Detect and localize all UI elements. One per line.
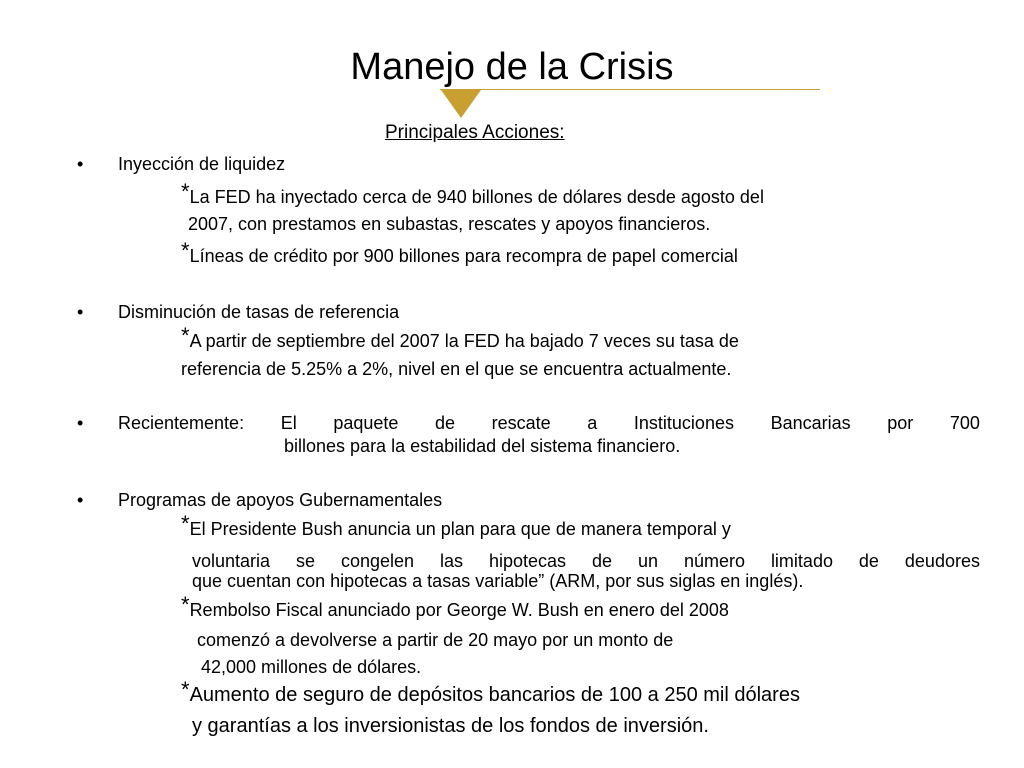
- text-line: referencia de 5.25% a 2%, nivel en el que se encuentra actualmente.: [181, 359, 732, 379]
- asterisk-marker: *: [181, 238, 190, 263]
- word: de: [591, 551, 613, 571]
- bullet-marker: •: [77, 154, 84, 174]
- line-text: Líneas de crédito por 900 billones para recompra de papel comercial: [189, 246, 738, 266]
- text-line: comenzó a devolverse a partir de 20 mayo por un monto de: [197, 630, 674, 650]
- word: 700: [949, 413, 980, 433]
- word: número: [683, 551, 745, 571]
- word: Bancarias: [770, 413, 851, 433]
- word: congelen: [340, 551, 415, 571]
- line-text: La FED ha inyectado cerca de 940 billones de dólares desde agosto del: [189, 187, 764, 207]
- triangle-pointer-icon: [441, 90, 481, 118]
- text-line: [181, 238, 738, 269]
- section-heading-liquidez: Inyección de liquidez: [118, 154, 286, 174]
- text-line: [181, 323, 739, 354]
- word: de: [858, 551, 879, 571]
- asterisk-marker: *: [181, 323, 190, 348]
- bullet-marker: •: [77, 490, 84, 510]
- text-line: billones para la estabilidad del sistema financiero.: [284, 436, 681, 456]
- word: un: [637, 551, 658, 571]
- word: de: [435, 413, 456, 433]
- asterisk-marker: *: [181, 179, 190, 204]
- slide-subtitle: Principales Acciones:: [385, 122, 565, 143]
- text-line: [181, 677, 800, 708]
- word: voluntaria: [192, 551, 271, 571]
- word: Recientemente:: [118, 413, 245, 433]
- text-line: 2007, con prestamos en subastas, rescates y apoyos financieros.: [188, 214, 711, 234]
- line-text: A partir de septiembre del 2007 la FED ha bajado 7 veces su tasa de: [189, 331, 739, 351]
- section-heading-programas: Programas de apoyos Gubernamentales: [118, 490, 443, 510]
- text-line: [181, 179, 764, 210]
- title-underline: [440, 89, 820, 90]
- slide-title: Manejo de la Crisis: [350, 46, 674, 88]
- word: se: [296, 551, 316, 571]
- word: rescate: [491, 413, 551, 433]
- text-line: [181, 511, 731, 542]
- line-text: El Presidente Bush anuncia un plan para que de manera temporal y: [189, 519, 731, 539]
- asterisk-marker: *: [181, 677, 190, 702]
- word: a: [587, 413, 598, 433]
- text-line: [181, 592, 729, 623]
- word: hipotecas: [488, 551, 567, 571]
- line-text: Aumento de seguro de depósitos bancarios de 100 a 250 mil dólares: [189, 684, 800, 706]
- line-text: Rembolso Fiscal anunciado por George W. Bush en enero del 2008: [189, 600, 729, 620]
- word: deudores: [904, 551, 980, 571]
- asterisk-marker: *: [181, 511, 190, 536]
- text-line: y garantías a los inversionistas de los fondos de inversión.: [192, 715, 709, 737]
- asterisk-marker: *: [181, 592, 190, 617]
- word: las: [440, 551, 464, 571]
- bullet-marker: •: [77, 413, 84, 433]
- bullet-marker: •: [77, 302, 84, 322]
- text-line: que cuentan con hipotecas a tasas variable” (ARM, por sus siglas en inglés).: [192, 571, 804, 591]
- section-heading-tasas: Disminución de tasas de referencia: [118, 302, 400, 322]
- word: paquete: [333, 413, 399, 433]
- word: limitado: [770, 551, 833, 571]
- word: El: [280, 413, 297, 433]
- word: Instituciones: [633, 413, 734, 433]
- text-line: 42,000 millones de dólares.: [201, 657, 422, 677]
- word: por: [887, 413, 914, 433]
